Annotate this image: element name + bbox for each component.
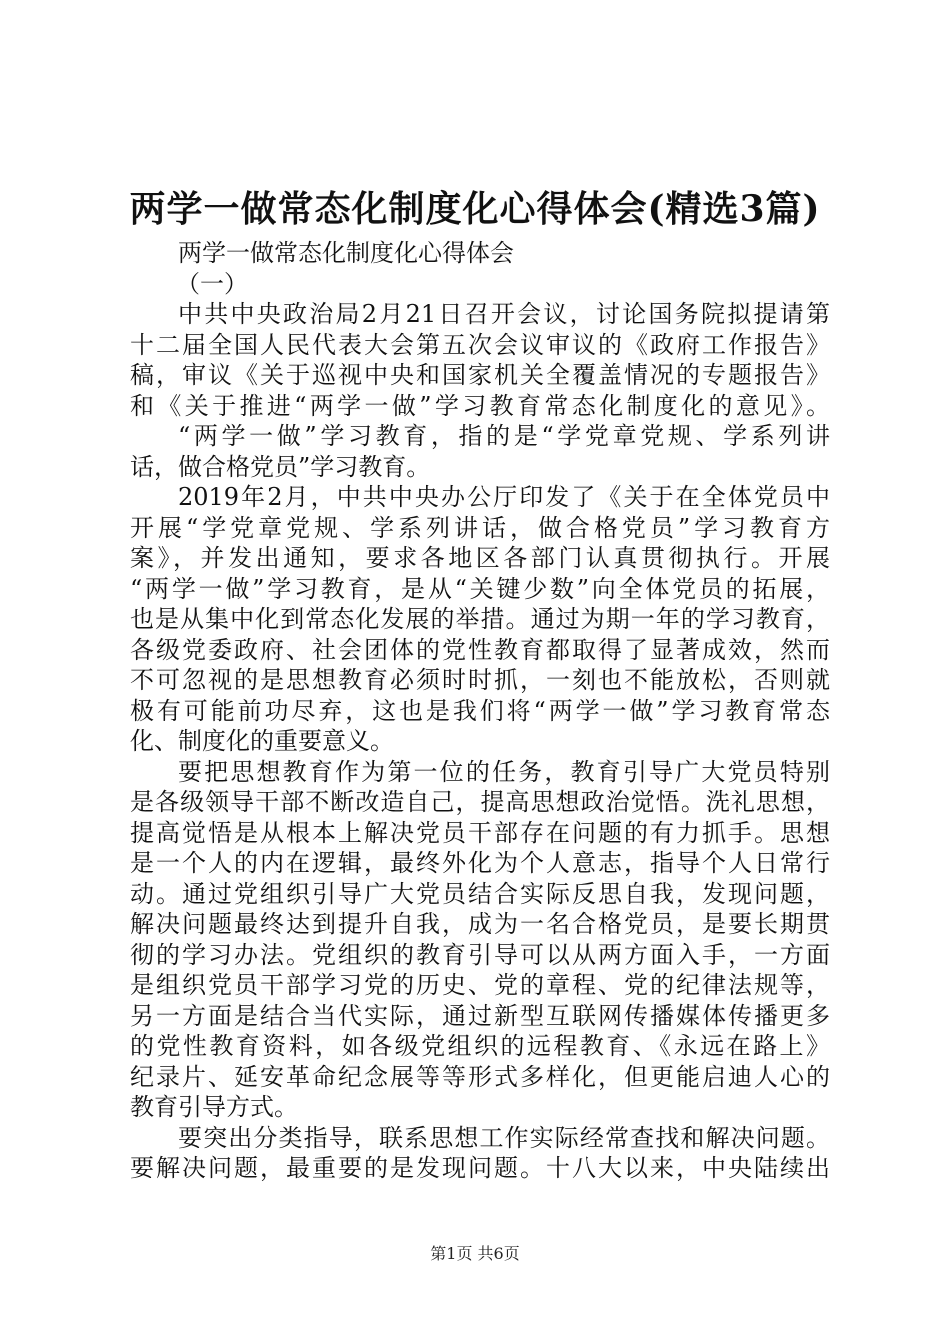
paragraph-line: 案》，并发出通知，要求各地区各部门认真贯彻执行。开展 [130, 544, 830, 572]
paragraph-line: 中共中央政治局2月21日召开会议，讨论国务院拟提请第 [178, 300, 830, 328]
document-title: 两学一做常态化制度化心得体会(精选3篇) [129, 188, 821, 230]
paragraph-line: 也是从集中化到常态化发展的举措。通过为期一年的学习教育， [130, 605, 830, 633]
paragraph-line: 化、制度化的重要意义。 [130, 727, 394, 755]
paragraph-line: 开展“学党章党规、学系列讲话，做合格党员”学习教育方 [130, 513, 830, 542]
document-body [130, 238, 830, 1184]
paragraph-line: 纪录片、延安革命纪念展等等形式多样化，但更能启迪人心的 [130, 1062, 830, 1091]
paragraph-line: 要解决问题，最重要的是发现问题。十八大以来，中央陆续出 [130, 1154, 830, 1182]
paragraph-line: 提高觉悟是从根本上解决党员干部存在问题的有力抓手。思想 [130, 818, 830, 847]
page-footer: 第1页 共6页 [430, 1244, 520, 1263]
paragraph-line: 和《关于推进“两学一做”学习教育常态化制度化的意见》。 [130, 391, 830, 420]
paragraph-line: 另一方面是结合当代实际，通过新型互联网传播媒体传播更多 [130, 1001, 830, 1030]
paragraph-line: 要把思想教育作为第一位的任务，教育引导广大党员特别 [178, 757, 830, 786]
paragraph-line: 动。通过党组织引导广大党员结合实际反思自我，发现问题， [130, 879, 830, 908]
document-subtitle: 两学一做常态化制度化心得体会 [178, 239, 514, 267]
paragraph-line: 2019年2月，中共中央办公厅印发了《关于在全体党员中 [178, 483, 830, 511]
paragraph-line: 话，做合格党员”学习教育。 [130, 452, 431, 481]
paragraph-line: 是各级领导干部不断改造自己，提高思想政治觉悟。洗礼思想， [130, 788, 830, 816]
paragraph-line: “两学一做”学习教育，是从“关键少数”向全体党员的拓展， [130, 574, 830, 603]
paragraph-line: 各级党委政府、社会团体的党性教育都取得了显著成效，然而 [130, 635, 830, 664]
paragraph-line: 要突出分类指导，联系思想工作实际经常查找和解决问题。 [178, 1123, 830, 1152]
paragraph-line: 极有可能前功尽弃，这也是我们将“两学一做”学习教育常态 [130, 696, 830, 725]
paragraph-line: 解决问题最终达到提升自我，成为一名合格党员，是要长期贯 [130, 910, 830, 938]
paragraph-line: 彻的学习办法。党组织的教育引导可以从两方面入手，一方面 [130, 940, 830, 969]
paragraph-line: 是一个人的内在逻辑，最终外化为个人意志，指导个人日常行 [130, 849, 830, 877]
paragraph-line: 不可忽视的是思想教育必须时时抓，一刻也不能放松，否则就 [130, 666, 830, 694]
section-mark: （一） [176, 269, 248, 298]
paragraph-line: 稿，审议《关于巡视中央和国家机关全覆盖情况的专题报告》 [130, 361, 830, 389]
paragraph-line: 十二届全国人民代表大会第五次会议审议的《政府工作报告》 [130, 330, 830, 359]
paragraph-line: 的党性教育资料，如各级党组织的远程教育、《永远在路上》 [130, 1032, 830, 1060]
paragraph-line: 教育引导方式。 [130, 1093, 298, 1121]
paragraph-line: “两学一做”学习教育，指的是“学党章党规、学系列讲 [178, 422, 830, 450]
paragraph-line: 是组织党员干部学习党的历史、党的章程、党的纪律法规等， [130, 971, 830, 999]
